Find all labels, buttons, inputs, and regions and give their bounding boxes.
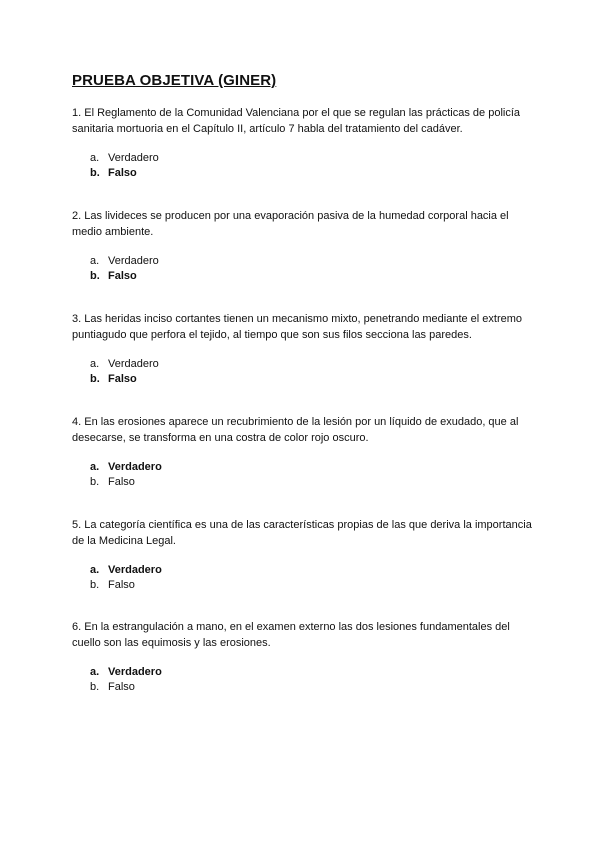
option-a-correct xyxy=(90,460,532,475)
answer-options xyxy=(72,254,532,284)
question-text: 1. El Reglamento de la Comunidad Valenciana por el que se regulan las prácticas de policía sanitaria mortuoria en el Capítulo II, artículo 7 habla del tratamiento del cadáver. xyxy=(72,107,521,135)
option-label: Verdadero xyxy=(108,666,162,678)
option-letter: b. xyxy=(90,476,100,488)
option-label: Verdadero xyxy=(108,255,159,267)
option-b-correct xyxy=(90,269,532,284)
question-2 xyxy=(72,208,532,284)
question-text: 6. En la estrangulación a mano, en el examen externo las dos lesiones fundamentales del cuello son las equimosis y las erosiones. xyxy=(72,621,510,649)
option-label: Falso xyxy=(108,167,137,179)
option-label: Verdadero xyxy=(108,152,159,164)
option-label: Falso xyxy=(108,270,137,282)
option-letter: b. xyxy=(90,270,100,282)
option-a xyxy=(90,357,532,372)
question-3 xyxy=(72,311,532,387)
option-a-correct xyxy=(90,665,532,680)
option-letter: a. xyxy=(90,564,100,576)
answer-options xyxy=(72,357,532,387)
option-letter: a. xyxy=(90,358,100,370)
option-b xyxy=(90,680,532,695)
option-b-correct xyxy=(90,166,532,181)
option-letter: b. xyxy=(90,373,100,385)
option-a-correct xyxy=(90,563,532,578)
option-letter: b. xyxy=(90,579,100,591)
option-a xyxy=(90,254,532,269)
question-6 xyxy=(72,619,532,695)
answer-options xyxy=(72,665,532,695)
option-label: Verdadero xyxy=(108,564,162,576)
question-text: 2. Las livideces se producen por una evaporación pasiva de la humedad corporal hacia el medio ambiente. xyxy=(72,210,509,238)
option-label: Verdadero xyxy=(108,461,162,473)
question-text: 3. Las heridas inciso cortantes tienen un mecanismo mixto, penetrando mediante el extremo puntiagudo que perfora el tejido, al tiempo que son sus filos secciona las paredes. xyxy=(72,313,523,341)
option-letter: b. xyxy=(90,681,100,693)
option-label: Falso xyxy=(108,681,135,693)
question-4 xyxy=(72,414,532,490)
option-letter: b. xyxy=(90,167,100,179)
option-letter: a. xyxy=(90,255,100,267)
option-b xyxy=(90,475,532,490)
question-5 xyxy=(72,517,532,593)
answer-options xyxy=(72,460,532,490)
option-b-correct xyxy=(90,372,532,387)
answer-options xyxy=(72,563,532,593)
option-letter: a. xyxy=(90,461,100,473)
question-1 xyxy=(72,105,532,181)
option-b xyxy=(90,578,532,593)
answer-options xyxy=(72,151,532,181)
page-title: PRUEBA OBJETIVA (GINER) xyxy=(72,72,277,89)
option-label: Verdadero xyxy=(108,358,159,370)
option-letter: a. xyxy=(90,666,100,678)
option-a xyxy=(90,151,532,166)
option-label: Falso xyxy=(108,579,135,591)
option-label: Falso xyxy=(108,476,135,488)
option-letter: a. xyxy=(90,152,100,164)
option-label: Falso xyxy=(108,373,137,385)
question-text: 4. En las erosiones aparece un recubrimiento de la lesión por un líquido de exudado, que al desecarse, se transforma en una costra de color rojo oscuro. xyxy=(72,416,519,444)
question-text: 5. La categoría científica es una de las características propias de las que deriva la importancia de la Medicina Legal. xyxy=(72,519,532,547)
